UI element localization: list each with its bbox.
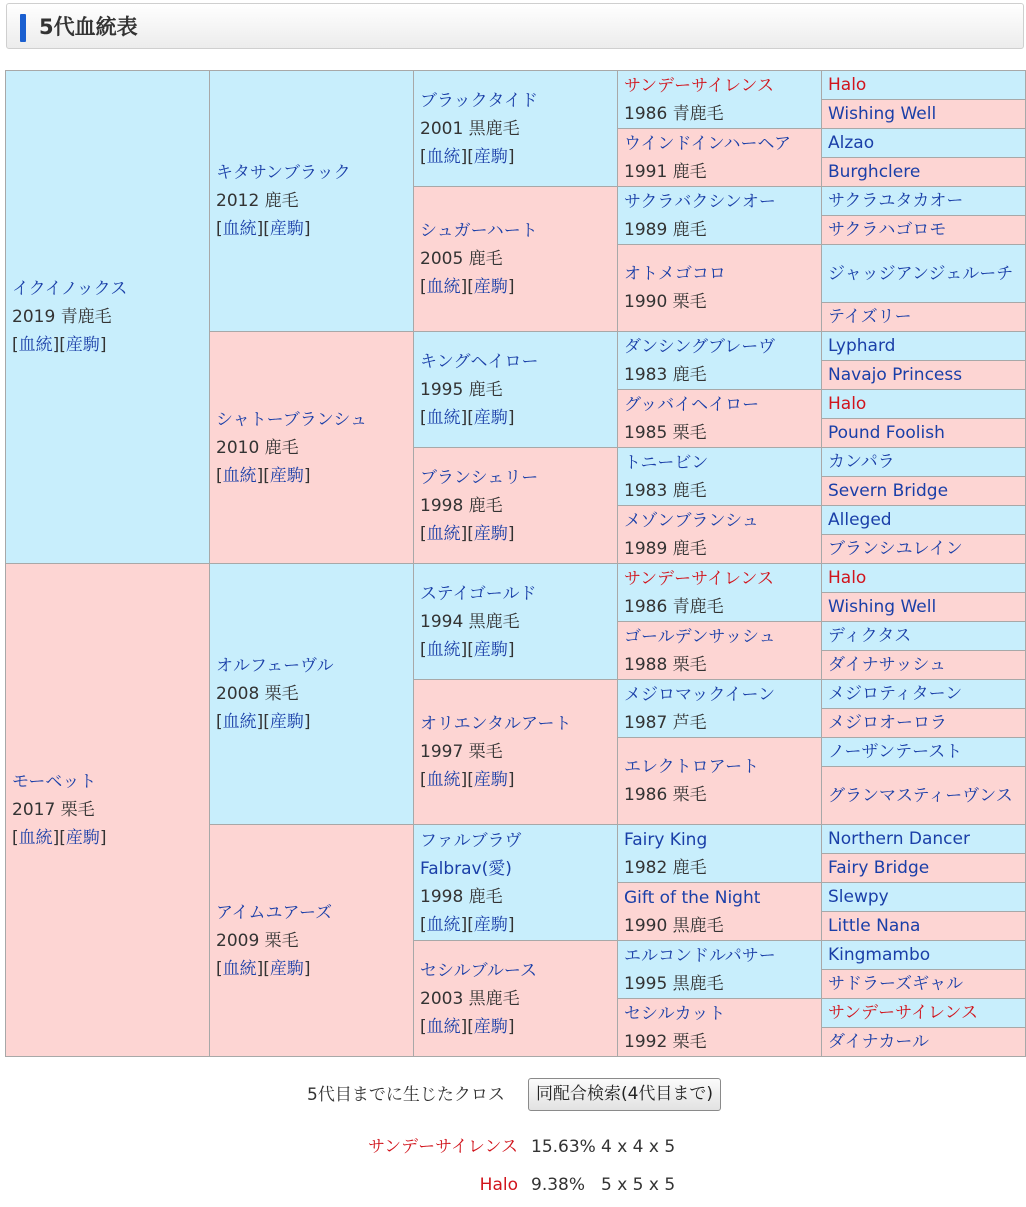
- horse-name-link[interactable]: ステイゴールド: [420, 583, 537, 604]
- horse-year-color: 1998 鹿毛: [420, 886, 503, 907]
- pedigree-links-row: [血統][産駒]: [420, 1016, 515, 1037]
- horse-year-color: 1983 鹿毛: [624, 480, 707, 501]
- horse-name-link[interactable]: メジロマックイーン: [624, 684, 776, 705]
- pedigree-cell-gen5: [822, 477, 1026, 506]
- pedigree-cell-gen5: [822, 245, 1026, 303]
- horse-name-link[interactable]: ジャッジアンジェルーチ: [828, 263, 1014, 284]
- horse-name-link[interactable]: トニービン: [624, 452, 709, 473]
- horse-name-link[interactable]: メジロティターン: [828, 684, 963, 704]
- horse-name-link[interactable]: イクイノックス: [12, 279, 128, 299]
- pedigree-link[interactable]: 血統: [426, 770, 461, 790]
- horse-year-color: 1990 黒鹿毛: [624, 915, 724, 936]
- pedigree-link[interactable]: 血統: [426, 277, 461, 297]
- progeny-link[interactable]: 産駒: [473, 770, 508, 790]
- pedigree-cell-gen5: [822, 303, 1026, 332]
- horse-name-link[interactable]: エルコンドルパサー: [624, 945, 776, 966]
- horse-name-link[interactable]: カンパラ: [828, 452, 895, 472]
- horse-name-link[interactable]: グッバイヘイロー: [624, 394, 760, 415]
- cross-label: 5代目までに生じたクロス: [307, 1085, 505, 1105]
- pedigree-cell-gen4: [618, 941, 822, 999]
- progeny-link[interactable]: 産駒: [473, 914, 508, 935]
- pedigree-cell-gen2: [210, 564, 414, 825]
- horse-name-link[interactable]: Halo: [828, 394, 867, 414]
- horse-name-link[interactable]: ゴールデンサッシュ: [624, 626, 776, 647]
- pedigree-cell-gen5: [822, 999, 1026, 1028]
- horse-name-link[interactable]: Wishing Well: [828, 597, 937, 617]
- pedigree-cell-gen3: [414, 332, 618, 448]
- pedigree-link[interactable]: 血統: [426, 639, 461, 660]
- pedigree-cell-gen5: [822, 100, 1026, 129]
- horse-name-link[interactable]: Navajo Princess: [828, 365, 963, 385]
- cross-row: [0, 1134, 1026, 1160]
- pedigree-cell-gen3: [414, 564, 618, 680]
- pedigree-cell-gen5: [822, 390, 1026, 419]
- header-accent-bar: [20, 14, 26, 42]
- same-mating-search-button[interactable]: 同配合検索(4代目まで): [528, 1078, 721, 1111]
- horse-year-color: 2008 栗毛: [216, 684, 299, 704]
- pedigree-cell-gen5: [822, 709, 1026, 738]
- pedigree-cell-gen1: [6, 564, 210, 1057]
- horse-name-link[interactable]: Northern Dancer: [828, 829, 970, 849]
- pedigree-cell-gen4: [618, 332, 822, 390]
- pedigree-cell-gen5: [822, 622, 1026, 651]
- horse-name-link[interactable]: ノーザンテースト: [828, 742, 963, 762]
- horse-name-link[interactable]: モーベット: [12, 772, 97, 792]
- horse-name-link[interactable]: サンデーサイレンス: [828, 1003, 979, 1023]
- horse-name-link[interactable]: セシルカット: [624, 1003, 726, 1024]
- horse-name-link[interactable]: アイムユアーズ: [216, 902, 333, 923]
- progeny-link[interactable]: 産駒: [473, 407, 508, 428]
- horse-year-color: 1989 鹿毛: [624, 538, 707, 559]
- pedigree-link[interactable]: 血統: [222, 465, 257, 486]
- horse-name-link[interactable]: サクラハゴロモ: [828, 220, 947, 240]
- horse-name-link[interactable]: ブランシユレイン: [828, 539, 963, 559]
- horse-name-link[interactable]: セシルブルース: [420, 960, 538, 981]
- pedigree-cell-gen5: [822, 883, 1026, 912]
- pedigree-links-row: [血統][産駒]: [216, 465, 311, 486]
- pedigree-cell-gen5: [822, 854, 1026, 883]
- horse-name-link[interactable]: Halo: [828, 568, 867, 588]
- pedigree-cell-gen4: [618, 738, 822, 825]
- horse-name-link[interactable]: サンデーサイレンス: [624, 568, 775, 589]
- pedigree-links-row: [血統][産駒]: [420, 523, 515, 544]
- pedigree-cell-gen5: [822, 767, 1026, 825]
- pedigree-link[interactable]: 血統: [18, 828, 53, 848]
- horse-name-link[interactable]: メジロオーロラ: [828, 713, 947, 733]
- horse-year-color: 1986 青鹿毛: [624, 596, 724, 617]
- horse-name-link[interactable]: Alzao: [828, 133, 875, 153]
- pedigree-cell-gen3: [414, 680, 618, 825]
- pedigree-cell-gen5: [822, 680, 1026, 709]
- horse-name-link[interactable]: ブランシェリー: [420, 467, 539, 488]
- pedigree-cell-gen4: [618, 506, 822, 564]
- pedigree-links-row: [血統][産駒]: [420, 277, 515, 297]
- pedigree-cell-gen5: [822, 419, 1026, 448]
- pedigree-cell-gen5: [822, 593, 1026, 622]
- pedigree-link[interactable]: 血統: [426, 146, 461, 167]
- progeny-link[interactable]: 産駒: [269, 958, 304, 979]
- horse-name-link[interactable]: オルフェーヴル: [216, 656, 334, 676]
- pedigree-cell-gen4: [618, 622, 822, 680]
- horse-name-link[interactable]: ウインドインハーヘア: [624, 133, 791, 154]
- horse-year-color: 2005 鹿毛: [420, 249, 503, 269]
- pedigree-cell-gen5: [822, 187, 1026, 216]
- horse-alt-name-link[interactable]: Falbrav(愛): [420, 858, 512, 879]
- pedigree-link[interactable]: 血統: [222, 219, 257, 239]
- cross-horse-link[interactable]: サンデーサイレンス: [367, 1137, 518, 1157]
- pedigree-cell-gen5: [822, 448, 1026, 477]
- horse-name-link[interactable]: サクラユタカオー: [828, 191, 964, 211]
- horse-name-link[interactable]: Alleged: [828, 510, 892, 530]
- horse-year-color: 1995 黒鹿毛: [624, 973, 724, 994]
- horse-year-color: 1991 鹿毛: [624, 161, 707, 182]
- horse-year-color: 2009 栗毛: [216, 930, 299, 951]
- horse-name-link[interactable]: ダンシングブレーヴ: [624, 336, 776, 357]
- pedigree-link[interactable]: 血統: [426, 407, 461, 428]
- horse-year-color: 1992 栗毛: [624, 1031, 707, 1052]
- pedigree-cell-gen3: [414, 448, 618, 564]
- pedigree-cell-gen5: [822, 912, 1026, 941]
- horse-name-link[interactable]: Lyphard: [828, 336, 896, 356]
- horse-name-link[interactable]: ダイナカール: [828, 1032, 929, 1052]
- horse-name-link[interactable]: キタサンブラック: [216, 163, 351, 183]
- horse-name-link[interactable]: シュガーハート: [420, 221, 538, 241]
- pedigree-cell-gen5: [822, 1028, 1026, 1057]
- pedigree-cell-gen2: [210, 71, 414, 332]
- horse-name-link[interactable]: メゾンブランシュ: [624, 510, 759, 531]
- pedigree-cell-gen5: [822, 158, 1026, 187]
- pedigree-table: [5, 70, 1026, 1057]
- cross-percent: 9.38%: [531, 1175, 586, 1195]
- pedigree-links-row: [血統][産駒]: [216, 219, 311, 239]
- pedigree-links-row: [血統][産駒]: [216, 958, 311, 979]
- horse-year-color: 1989 鹿毛: [624, 219, 707, 240]
- horse-year-color: 1986 青鹿毛: [624, 103, 724, 124]
- pedigree-link[interactable]: 血統: [426, 523, 461, 544]
- pedigree-link[interactable]: 血統: [222, 958, 257, 979]
- cross-row: [0, 1172, 1026, 1198]
- horse-name-link[interactable]: Pound Foolish: [828, 423, 945, 443]
- pedigree-cell-gen4: [618, 448, 822, 506]
- progeny-link[interactable]: 産駒: [65, 335, 100, 355]
- pedigree-links-row: [血統][産駒]: [12, 335, 107, 355]
- cross-generations: 4 x 4 x 5: [601, 1137, 676, 1157]
- progeny-link[interactable]: 産駒: [269, 219, 304, 239]
- horse-year-color: 1988 栗毛: [624, 654, 707, 675]
- pedigree-cell-gen5: [822, 535, 1026, 564]
- pedigree-link[interactable]: 血統: [222, 712, 257, 732]
- pedigree-cell-gen1: [6, 71, 210, 564]
- pedigree-row: [6, 71, 1026, 100]
- horse-year-color: 1986 栗毛: [624, 785, 707, 805]
- horse-year-color: 1982 鹿毛: [624, 857, 707, 878]
- pedigree-cell-gen3: [414, 941, 618, 1057]
- progeny-link[interactable]: 産駒: [65, 828, 100, 848]
- pedigree-cell-gen2: [210, 332, 414, 564]
- horse-name-link[interactable]: オリエンタルアート: [420, 714, 572, 734]
- section-header: [6, 3, 1024, 49]
- horse-name-link[interactable]: キングヘイロー: [420, 351, 539, 372]
- progeny-link[interactable]: 産駒: [269, 712, 304, 732]
- pedigree-cell-gen4: [618, 187, 822, 245]
- horse-name-link[interactable]: サドラーズギャル: [828, 974, 964, 994]
- horse-name-link[interactable]: Severn Bridge: [828, 481, 949, 501]
- horse-name-link[interactable]: Fairy King: [624, 829, 708, 850]
- horse-name-link[interactable]: Halo: [828, 75, 867, 95]
- horse-name-link[interactable]: オトメゴコロ: [624, 264, 726, 284]
- horse-year-color: 1997 栗毛: [420, 742, 503, 762]
- pedigree-row: [6, 564, 1026, 593]
- progeny-link[interactable]: 産駒: [269, 465, 304, 486]
- horse-name-link[interactable]: ダイナサッシュ: [828, 655, 946, 675]
- pedigree-cell-gen5: [822, 361, 1026, 390]
- horse-name-link[interactable]: Wishing Well: [828, 104, 937, 124]
- pedigree-cell-gen4: [618, 390, 822, 448]
- horse-name-link[interactable]: サクラバクシンオー: [624, 191, 776, 212]
- horse-name-link[interactable]: ファルブラヴ: [420, 830, 522, 851]
- pedigree-cell-gen5: [822, 506, 1026, 535]
- pedigree-links-row: [血統][産駒]: [420, 407, 515, 428]
- page-title: 5代血統表: [39, 15, 138, 39]
- progeny-link[interactable]: 産駒: [473, 277, 508, 297]
- horse-name-link[interactable]: Kingmambo: [828, 945, 931, 965]
- pedigree-cell-gen4: [618, 883, 822, 941]
- pedigree-cell-gen4: [618, 999, 822, 1057]
- pedigree-links-row: [血統][産駒]: [216, 712, 311, 732]
- pedigree-links-row: [血統][産駒]: [420, 914, 515, 935]
- pedigree-cell-gen5: [822, 129, 1026, 158]
- cross-percent: 15.63%: [531, 1137, 596, 1157]
- pedigree-cell-gen2: [210, 825, 414, 1057]
- horse-year-color: 1985 栗毛: [624, 422, 707, 443]
- progeny-link[interactable]: 産駒: [473, 639, 508, 660]
- pedigree-cell-gen5: [822, 216, 1026, 245]
- progeny-link[interactable]: 産駒: [473, 146, 508, 167]
- horse-year-color: 1998 鹿毛: [420, 495, 503, 516]
- pedigree-cell-gen5: [822, 71, 1026, 100]
- pedigree-cell-gen4: [618, 71, 822, 129]
- horse-year-color: 1994 黒鹿毛: [420, 611, 520, 632]
- horse-year-color: 2010 鹿毛: [216, 437, 299, 458]
- pedigree-links-row: [血統][産駒]: [12, 828, 107, 848]
- pedigree-cell-gen4: [618, 825, 822, 883]
- horse-year-color: 2019 青鹿毛: [12, 307, 112, 327]
- horse-name-link[interactable]: Little Nana: [828, 916, 921, 936]
- horse-name-link[interactable]: Gift of the Night: [624, 887, 761, 908]
- horse-name-link[interactable]: サンデーサイレンス: [624, 75, 775, 96]
- pedigree-links-row: [血統][産駒]: [420, 639, 515, 660]
- pedigree-link[interactable]: 血統: [426, 1016, 461, 1037]
- horse-name-link[interactable]: Burghclere: [828, 162, 921, 182]
- pedigree-links-row: [血統][産駒]: [420, 146, 515, 167]
- pedigree-cell-gen4: [618, 564, 822, 622]
- pedigree-cell-gen5: [822, 941, 1026, 970]
- pedigree-cell-gen4: [618, 129, 822, 187]
- pedigree-cell-gen5: [822, 564, 1026, 593]
- pedigree-cell-gen3: [414, 71, 618, 187]
- horse-year-color: 1990 栗毛: [624, 292, 707, 312]
- pedigree-cell-gen3: [414, 825, 618, 941]
- horse-year-color: 2017 栗毛: [12, 800, 95, 820]
- horse-year-color: 2012 鹿毛: [216, 191, 299, 211]
- horse-name-link[interactable]: Slewpy: [828, 887, 889, 907]
- pedigree-cell-gen5: [822, 738, 1026, 767]
- pedigree-links-row: [血統][産駒]: [420, 770, 515, 790]
- horse-year-color: 2001 黒鹿毛: [420, 118, 520, 139]
- progeny-link[interactable]: 産駒: [473, 523, 508, 544]
- horse-year-color: 2003 黒鹿毛: [420, 988, 520, 1009]
- pedigree-cell-gen5: [822, 970, 1026, 999]
- cross-horse-link[interactable]: Halo: [479, 1175, 518, 1195]
- pedigree-cell-gen5: [822, 651, 1026, 680]
- horse-name-link[interactable]: テイズリー: [828, 307, 912, 327]
- horse-name-link[interactable]: シャトーブランシュ: [216, 409, 368, 430]
- pedigree-link[interactable]: 血統: [426, 914, 461, 935]
- horse-year-color: 1987 芦毛: [624, 712, 707, 733]
- pedigree-link[interactable]: 血統: [18, 335, 53, 355]
- horse-year-color: 1995 鹿毛: [420, 379, 503, 400]
- horse-name-link[interactable]: Fairy Bridge: [828, 858, 930, 878]
- horse-name-link[interactable]: グランマスティーヴンス: [828, 785, 1013, 806]
- horse-name-link[interactable]: ディクタス: [828, 626, 912, 646]
- cross-generations: 5 x 5 x 5: [601, 1175, 676, 1195]
- pedigree-cell-gen4: [618, 245, 822, 332]
- pedigree-cell-gen5: [822, 825, 1026, 854]
- pedigree-cell-gen5: [822, 332, 1026, 361]
- pedigree-cell-gen3: [414, 187, 618, 332]
- horse-name-link[interactable]: ブラックタイド: [420, 90, 538, 111]
- horse-name-link[interactable]: エレクトロアート: [624, 757, 760, 777]
- horse-year-color: 1983 鹿毛: [624, 364, 707, 385]
- pedigree-cell-gen4: [618, 680, 822, 738]
- progeny-link[interactable]: 産駒: [473, 1016, 508, 1037]
